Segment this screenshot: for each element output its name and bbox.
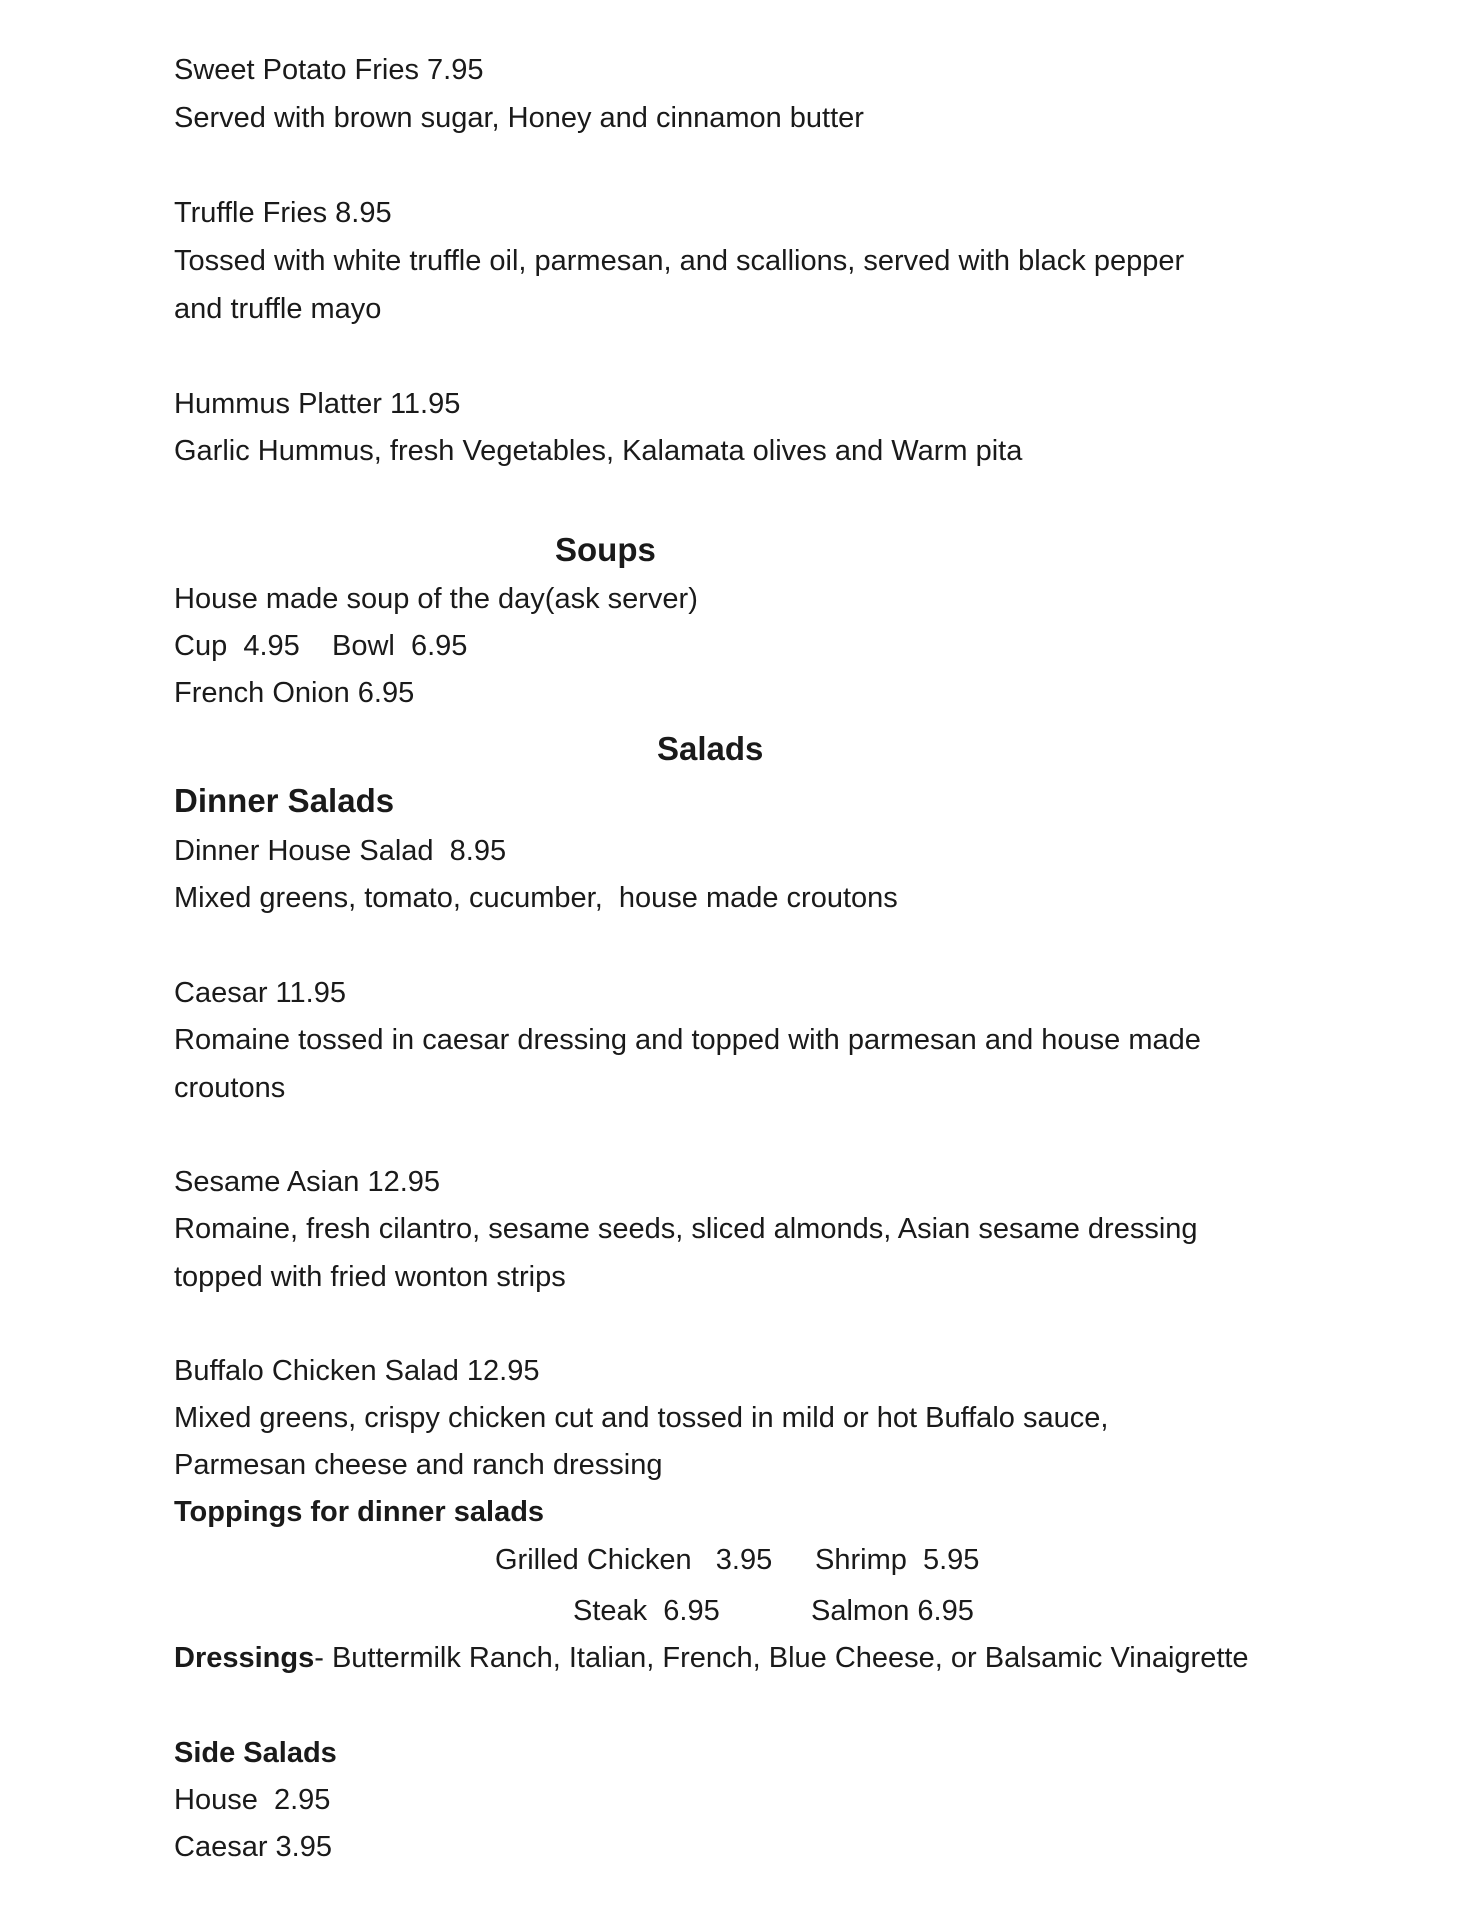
- topping-item: Shrimp 5.95: [815, 1544, 980, 1576]
- soup-line: House made soup of the day(ask server): [174, 583, 698, 615]
- section-heading-salads: Salads: [657, 730, 764, 767]
- side-salads-heading: Side Salads: [174, 1737, 337, 1769]
- dressings-label: Dressings: [174, 1642, 315, 1674]
- item-title: Sweet Potato Fries 7.95: [174, 54, 484, 86]
- side-salad-item: House 2.95: [174, 1784, 331, 1816]
- item-title: Dinner House Salad 8.95: [174, 835, 507, 867]
- section-heading-soups: Soups: [555, 531, 656, 568]
- dressings-line: [174, 1640, 1249, 1676]
- item-title: Sesame Asian 12.95: [174, 1166, 441, 1198]
- item-title: Buffalo Chicken Salad 12.95: [174, 1355, 540, 1387]
- item-description: Tossed with white truffle oil, parmesan, and scallions, served with black pepper: [174, 245, 1185, 277]
- item-description: Parmesan cheese and ranch dressing: [174, 1449, 663, 1481]
- item-description: Garlic Hummus, fresh Vegetables, Kalamata olives and Warm pita: [174, 435, 1023, 467]
- item-title: Hummus Platter 11.95: [174, 388, 461, 420]
- soup-line: Cup 4.95 Bowl 6.95: [174, 630, 468, 662]
- dressings-list: - Buttermilk Ranch, Italian, French, Blue Cheese, or Balsamic Vinaigrette: [314, 1642, 1249, 1674]
- item-description: Served with brown sugar, Honey and cinnamon butter: [174, 102, 864, 134]
- topping-item: Grilled Chicken 3.95: [495, 1544, 773, 1576]
- topping-item: Steak 6.95: [573, 1595, 720, 1627]
- item-description: Romaine, fresh cilantro, sesame seeds, sliced almonds, Asian sesame dressing: [174, 1213, 1198, 1245]
- item-title: Caesar 11.95: [174, 977, 346, 1009]
- item-title: Truffle Fries 8.95: [174, 197, 392, 229]
- topping-item: Salmon 6.95: [811, 1595, 974, 1627]
- item-description: croutons: [174, 1072, 286, 1104]
- toppings-heading: Toppings for dinner salads: [174, 1496, 545, 1528]
- soup-line: French Onion 6.95: [174, 677, 415, 709]
- item-description: Romaine tossed in caesar dressing and topped with parmesan and house made: [174, 1024, 1201, 1056]
- item-description: Mixed greens, tomato, cucumber, house made croutons: [174, 882, 898, 914]
- subheading-dinner-salads: Dinner Salads: [174, 782, 395, 819]
- side-salad-item: Caesar 3.95: [174, 1831, 332, 1863]
- item-description: Mixed greens, crispy chicken cut and tossed in mild or hot Buffalo sauce,: [174, 1402, 1109, 1434]
- item-description: topped with fried wonton strips: [174, 1261, 566, 1293]
- item-description: and truffle mayo: [174, 293, 382, 325]
